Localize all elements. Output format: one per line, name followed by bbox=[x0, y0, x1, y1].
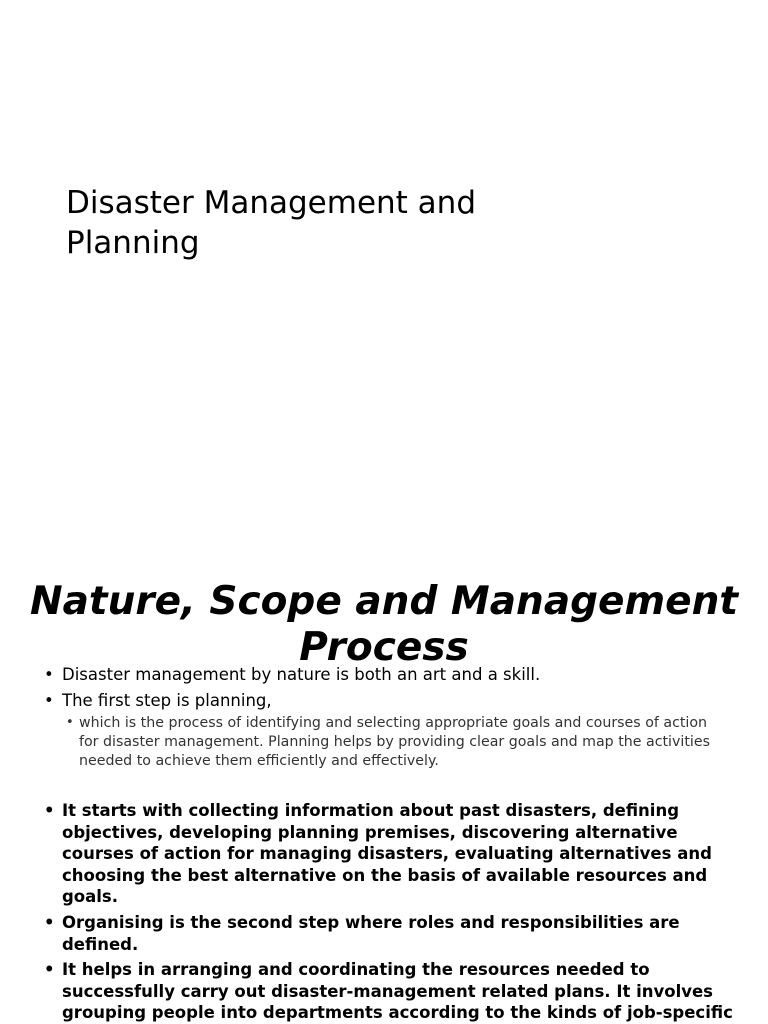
bullet-text: It helps in arranging and coordinating the resources needed to successfully carry out disaster-management related plans. It involves grouping people into departments according to the kinds of job-specific bbox=[62, 960, 733, 1023]
bullet-dot: • bbox=[44, 801, 55, 820]
bullet-dot: • bbox=[44, 691, 54, 710]
bullet-dot: • bbox=[66, 715, 74, 730]
sub-bullet-item bbox=[66, 714, 716, 771]
bullet-text: The first step is planning, bbox=[62, 691, 272, 710]
bullet-item bbox=[44, 690, 734, 711]
bullet-dot: • bbox=[44, 913, 55, 932]
bullet-item bbox=[44, 800, 734, 908]
bullet-text: Disaster management by nature is both an art and a skill. bbox=[62, 665, 541, 684]
slide-title: Disaster Management and Planning bbox=[66, 185, 476, 261]
bullet-dot: • bbox=[44, 960, 55, 979]
bullet-dot: • bbox=[44, 665, 54, 684]
bullet-item bbox=[44, 959, 734, 1024]
bullet-text: It starts with collecting information about past disasters, defining objectives, developing planning premises, discovering alternative courses of action for managing disasters, evaluating alternatives and choosing the best alternative on the basis of available resources and goals. bbox=[62, 801, 712, 907]
section-heading: Nature, Scope and Management Process bbox=[29, 579, 739, 670]
bullet-item bbox=[44, 912, 734, 955]
bullet-text: Organising is the second step where roles and responsibilities are defined. bbox=[62, 913, 680, 954]
bullet-item bbox=[44, 664, 734, 685]
sub-bullet-text: which is the process of identifying and selecting appropriate goals and courses of action for disaster management. Planning helps by providing clear goals and map the activities needed to achieve them efficiently and effectively. bbox=[79, 715, 710, 769]
